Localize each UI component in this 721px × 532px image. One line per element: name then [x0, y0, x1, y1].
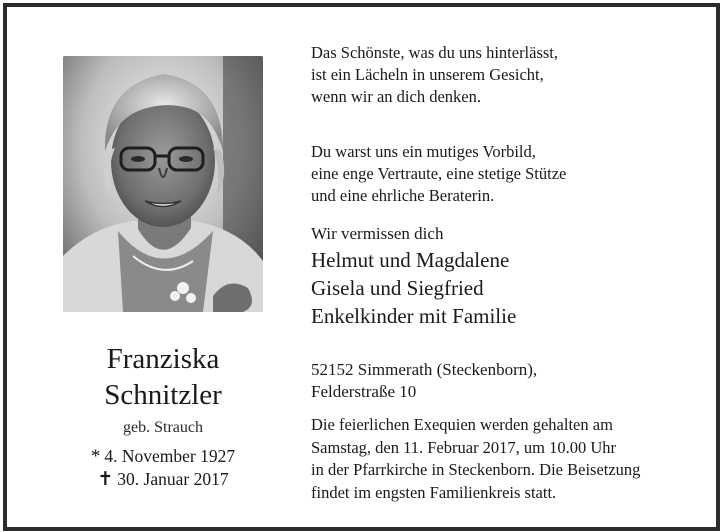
- birth-star-icon: *: [90, 446, 101, 467]
- life-dates: [63, 445, 263, 491]
- address-line: 52152 Simmerath (Steckenborn),: [311, 360, 538, 379]
- address-line: Felderstraße 10: [311, 382, 417, 401]
- verse-line: ist ein Lächeln in unserem Gesicht,: [311, 65, 544, 84]
- deceased-name: [63, 341, 263, 413]
- verse-two: [311, 141, 691, 207]
- obituary-card: [3, 3, 720, 531]
- verse-line: und eine ehrliche Beraterin.: [311, 186, 495, 205]
- mourner-name: Gisela und Siegfried: [311, 276, 484, 300]
- mourner-name: Enkelkinder mit Familie: [311, 304, 517, 328]
- notice-line: Samstag, den 11. Februar 2017, um 10.00 Uhr: [311, 437, 617, 457]
- mourners-list: [311, 246, 691, 330]
- death-date: 30. Januar 2017: [117, 469, 229, 489]
- address: [311, 359, 691, 403]
- birth-date: 4. November 1927: [104, 446, 236, 466]
- notice-line: Die feierlichen Exequien werden gehalten am: [311, 415, 613, 434]
- mourners-intro: Wir vermissen dich: [311, 224, 444, 243]
- verse-one: [311, 42, 691, 108]
- notice-line: in der Pfarrkirche in Steckenborn. Die Beisetzung: [311, 460, 641, 479]
- death-cross-icon: ✝: [97, 469, 114, 490]
- verse-line: eine enge Vertraute, eine stetige Stütze: [311, 164, 567, 183]
- death-date-line: [63, 468, 263, 491]
- first-name: Franziska: [106, 343, 220, 375]
- birth-date-line: [63, 445, 263, 468]
- portrait-image: [63, 56, 263, 312]
- portrait-photo: [63, 56, 263, 312]
- mourner-name: Helmut und Magdalene: [311, 248, 510, 272]
- notice-line: findet im engsten Familienkreis statt.: [311, 482, 557, 502]
- maiden-name: geb. Strauch: [123, 419, 203, 436]
- last-name: Schnitzler: [104, 379, 222, 411]
- verse-line: wenn wir an dich denken.: [311, 87, 481, 106]
- verse-line: Das Schönste, was du uns hinterlässt,: [311, 43, 559, 62]
- funeral-notice: [311, 414, 691, 504]
- verse-line: Du warst uns ein mutiges Vorbild,: [311, 142, 536, 161]
